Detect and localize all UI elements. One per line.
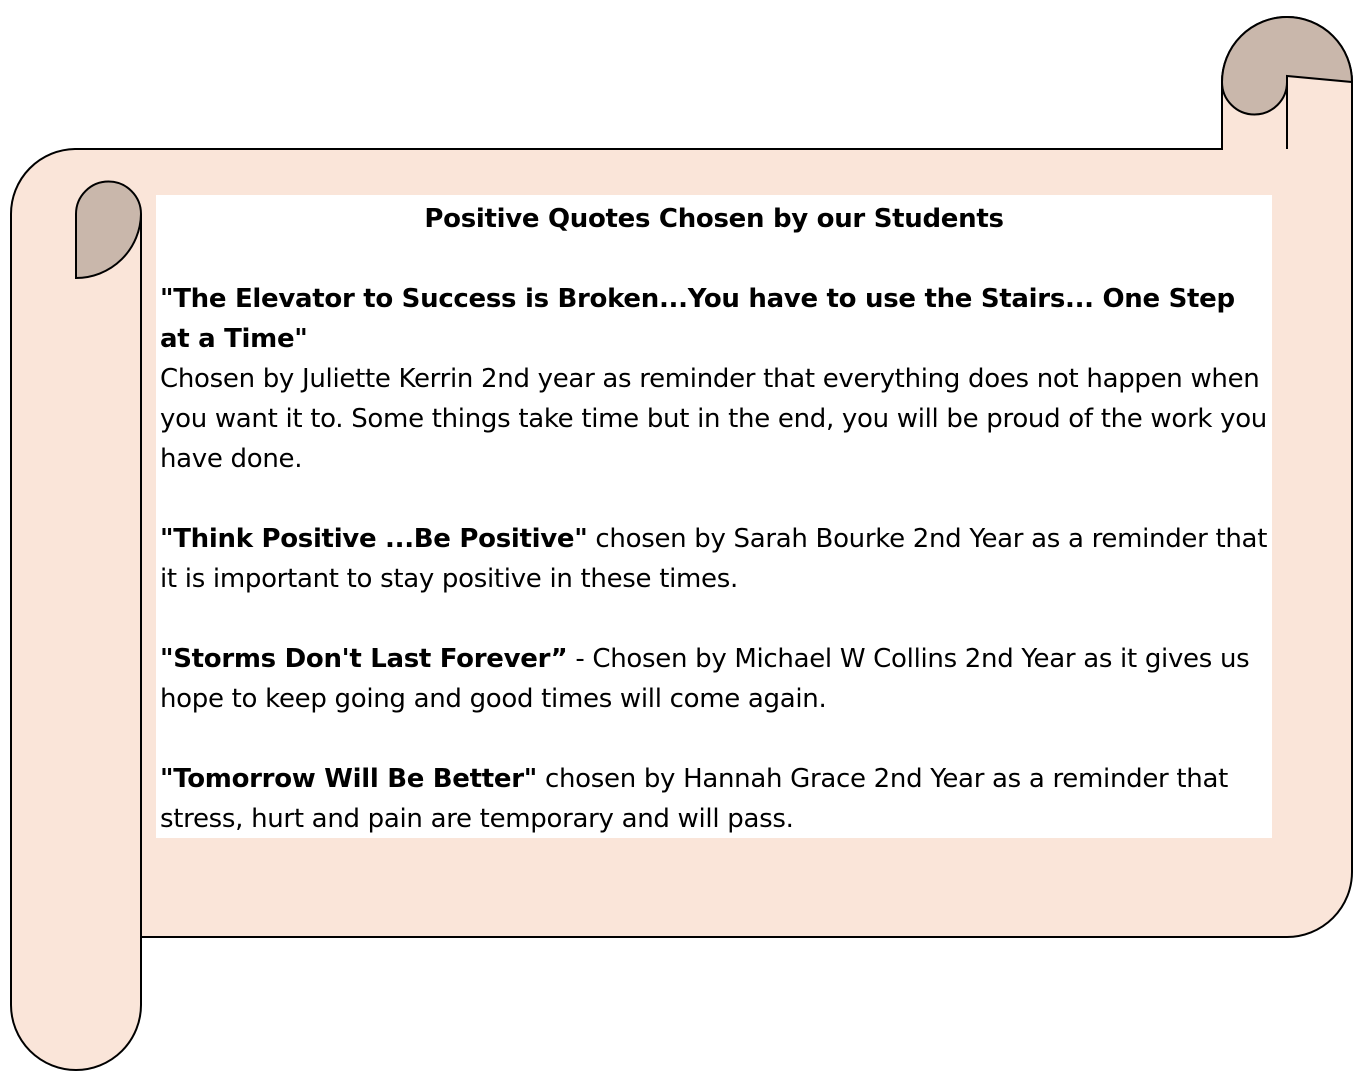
quote-entry-4 — [160, 759, 1268, 839]
quote-text-4: "Tomorrow Will Be Better" — [160, 764, 538, 794]
quotes-panel — [156, 195, 1272, 838]
quote-text-3: "Storms Don't Last Forever” — [160, 644, 568, 674]
quote-entry-1 — [160, 279, 1268, 479]
spacer — [160, 719, 1268, 759]
spacer — [160, 599, 1268, 639]
spacer — [160, 239, 1268, 279]
spacer — [160, 479, 1268, 519]
quote-attribution-2: chosen by Sarah Bourke 2nd Year as a reminder that it is important to stay positive in these times. — [160, 524, 1268, 594]
quote-entry-3 — [160, 639, 1268, 719]
quote-attribution-1: Chosen by Juliette Kerrin 2nd year as reminder that everything does not happen when you want it to. Some things take time but in the end, you will be proud of the work you have done. — [160, 364, 1267, 474]
quote-entry-2 — [160, 519, 1268, 599]
quote-attribution-4: chosen by Hannah Grace 2nd Year as a reminder that stress, hurt and pain are temporary and will pass. — [160, 764, 1228, 834]
quote-attribution-3: - Chosen by Michael W Collins 2nd Year as it gives us hope to keep going and good times will come again. — [160, 644, 1250, 714]
page-title: Positive Quotes Chosen by our Students — [424, 204, 1004, 234]
quote-text-2: "Think Positive ...Be Positive" — [160, 524, 588, 554]
quote-text-1: "The Elevator to Success is Broken...You have to use the Stairs... One Step at a Time" — [160, 284, 1235, 354]
